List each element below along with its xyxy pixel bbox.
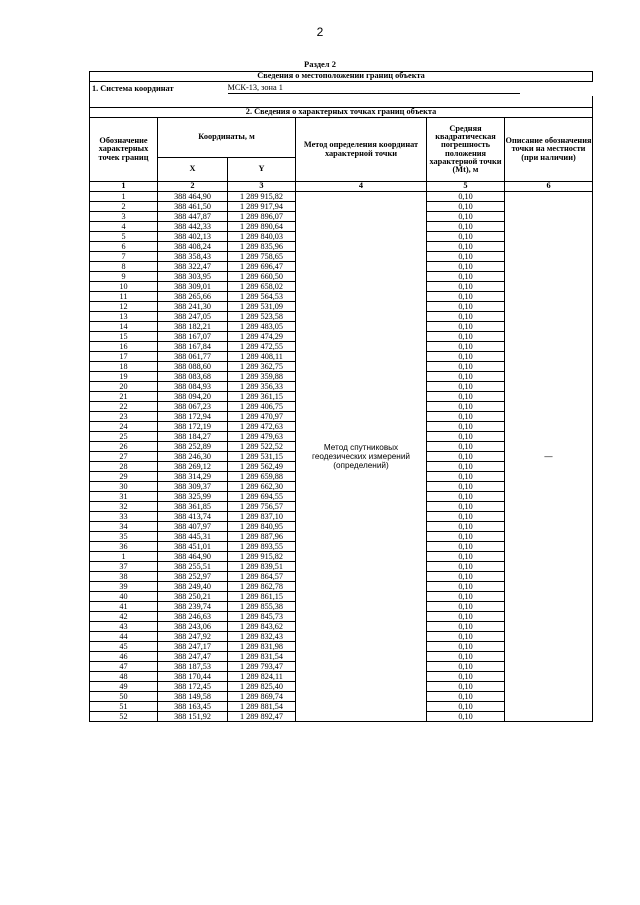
coord-y: 1 289 793,47 bbox=[228, 662, 296, 672]
coord-x: 388 172,19 bbox=[158, 422, 228, 432]
coord-x: 388 303,95 bbox=[158, 272, 228, 282]
accuracy-value: 0,10 bbox=[427, 502, 505, 512]
accuracy-value: 0,10 bbox=[427, 692, 505, 702]
accuracy-value: 0,10 bbox=[427, 422, 505, 432]
point-number: 11 bbox=[90, 292, 158, 302]
point-number: 34 bbox=[90, 522, 158, 532]
point-number: 7 bbox=[90, 252, 158, 262]
accuracy-value: 0,10 bbox=[427, 642, 505, 652]
coord-y: 1 289 862,78 bbox=[228, 582, 296, 592]
section-title: Раздел 2 bbox=[304, 59, 336, 69]
point-number: 8 bbox=[90, 262, 158, 272]
coord-x: 388 247,17 bbox=[158, 642, 228, 652]
point-number: 39 bbox=[90, 582, 158, 592]
coord-y: 1 289 659,88 bbox=[228, 472, 296, 482]
header-description: Описание обозначения точки на местности (при наличии) bbox=[505, 118, 593, 182]
point-number: 1 bbox=[90, 192, 158, 202]
coord-y: 1 289 832,43 bbox=[228, 632, 296, 642]
coord-x: 388 247,92 bbox=[158, 632, 228, 642]
accuracy-value: 0,10 bbox=[427, 402, 505, 412]
accuracy-value: 0,10 bbox=[427, 212, 505, 222]
accuracy-value: 0,10 bbox=[427, 352, 505, 362]
accuracy-value: 0,10 bbox=[427, 222, 505, 232]
coord-x: 388 243,06 bbox=[158, 622, 228, 632]
point-number: 14 bbox=[90, 322, 158, 332]
coord-y: 1 289 845,73 bbox=[228, 612, 296, 622]
coord-system-value-text: МСК-13, зона 1 bbox=[228, 84, 520, 93]
coord-y: 1 289 840,95 bbox=[228, 522, 296, 532]
coord-y: 1 289 564,53 bbox=[228, 292, 296, 302]
coord-x: 388 322,47 bbox=[158, 262, 228, 272]
point-number: 16 bbox=[90, 342, 158, 352]
coord-y: 1 289 861,15 bbox=[228, 592, 296, 602]
accuracy-value: 0,10 bbox=[427, 442, 505, 452]
point-number: 47 bbox=[90, 662, 158, 672]
point-number: 9 bbox=[90, 272, 158, 282]
accuracy-value: 0,10 bbox=[427, 662, 505, 672]
coord-x: 388 182,21 bbox=[158, 322, 228, 332]
coord-x: 388 447,87 bbox=[158, 212, 228, 222]
point-number: 20 bbox=[90, 382, 158, 392]
accuracy-value: 0,10 bbox=[427, 582, 505, 592]
accuracy-value: 0,10 bbox=[427, 532, 505, 542]
coord-x: 388 269,12 bbox=[158, 462, 228, 472]
coord-y: 1 289 359,88 bbox=[228, 372, 296, 382]
point-number: 27 bbox=[90, 452, 158, 462]
coord-system-value bbox=[228, 82, 593, 97]
page-number: 2 bbox=[316, 25, 324, 39]
col-number-3: 3 bbox=[228, 182, 296, 192]
coord-y: 1 289 837,10 bbox=[228, 512, 296, 522]
accuracy-value: 0,10 bbox=[427, 652, 505, 662]
coord-y: 1 289 890,64 bbox=[228, 222, 296, 232]
coord-x: 388 408,24 bbox=[158, 242, 228, 252]
coord-y: 1 289 562,49 bbox=[228, 462, 296, 472]
header-method: Метод определения координат характерной точки bbox=[296, 118, 427, 182]
coord-x: 388 187,53 bbox=[158, 662, 228, 672]
accuracy-value: 0,10 bbox=[427, 312, 505, 322]
coord-y: 1 289 472,63 bbox=[228, 422, 296, 432]
coord-x: 388 252,97 bbox=[158, 572, 228, 582]
coord-x: 388 094,20 bbox=[158, 392, 228, 402]
accuracy-value: 0,10 bbox=[427, 672, 505, 682]
coord-y: 1 289 472,55 bbox=[228, 342, 296, 352]
coord-y: 1 289 758,65 bbox=[228, 252, 296, 262]
coord-y: 1 289 406,75 bbox=[228, 402, 296, 412]
header-designation: Обозначение характерных точек границ bbox=[90, 118, 158, 182]
header-x: X bbox=[158, 158, 228, 182]
accuracy-value: 0,10 bbox=[427, 302, 505, 312]
coord-y: 1 289 696,47 bbox=[228, 262, 296, 272]
coord-x: 388 314,29 bbox=[158, 472, 228, 482]
coord-y: 1 289 756,57 bbox=[228, 502, 296, 512]
point-number: 24 bbox=[90, 422, 158, 432]
description-cell: — bbox=[505, 192, 593, 722]
coord-x: 388 172,45 bbox=[158, 682, 228, 692]
coord-x: 388 084,93 bbox=[158, 382, 228, 392]
col-number-1: 1 bbox=[90, 182, 158, 192]
coord-y: 1 289 915,82 bbox=[228, 552, 296, 562]
coord-y: 1 289 361,15 bbox=[228, 392, 296, 402]
coord-x: 388 464,90 bbox=[158, 192, 228, 202]
coord-y: 1 289 470,97 bbox=[228, 412, 296, 422]
coord-y: 1 289 887,96 bbox=[228, 532, 296, 542]
point-number: 44 bbox=[90, 632, 158, 642]
coord-x: 388 402,13 bbox=[158, 232, 228, 242]
accuracy-value: 0,10 bbox=[427, 622, 505, 632]
accuracy-value: 0,10 bbox=[427, 372, 505, 382]
coord-x: 388 265,66 bbox=[158, 292, 228, 302]
coord-y: 1 289 915,82 bbox=[228, 192, 296, 202]
point-number: 12 bbox=[90, 302, 158, 312]
coord-y: 1 289 835,96 bbox=[228, 242, 296, 252]
point-number: 33 bbox=[90, 512, 158, 522]
coord-y: 1 289 855,38 bbox=[228, 602, 296, 612]
point-number: 13 bbox=[90, 312, 158, 322]
accuracy-value: 0,10 bbox=[427, 432, 505, 442]
coord-x: 388 461,50 bbox=[158, 202, 228, 212]
header-accuracy: Средняя квадратическая погрешность положения характерной точки (Mt), м bbox=[427, 118, 505, 182]
accuracy-value: 0,10 bbox=[427, 522, 505, 532]
coord-x: 388 163,45 bbox=[158, 702, 228, 712]
coord-x: 388 247,47 bbox=[158, 652, 228, 662]
point-number: 37 bbox=[90, 562, 158, 572]
point-number: 21 bbox=[90, 392, 158, 402]
point-number: 51 bbox=[90, 702, 158, 712]
point-number: 26 bbox=[90, 442, 158, 452]
coord-x: 388 246,30 bbox=[158, 452, 228, 462]
coord-x: 388 184,27 bbox=[158, 432, 228, 442]
coord-x: 388 325,99 bbox=[158, 492, 228, 502]
point-number: 6 bbox=[90, 242, 158, 252]
coord-x: 388 255,51 bbox=[158, 562, 228, 572]
coord-x: 388 170,44 bbox=[158, 672, 228, 682]
point-number: 38 bbox=[90, 572, 158, 582]
accuracy-value: 0,10 bbox=[427, 282, 505, 292]
accuracy-value: 0,10 bbox=[427, 572, 505, 582]
coord-x: 388 413,74 bbox=[158, 512, 228, 522]
coord-x: 388 149,58 bbox=[158, 692, 228, 702]
coord-y: 1 289 694,55 bbox=[228, 492, 296, 502]
accuracy-value: 0,10 bbox=[427, 322, 505, 332]
col-number-4: 4 bbox=[296, 182, 427, 192]
method-cell: Метод спутниковых геодезических измерений (определений) bbox=[296, 192, 427, 722]
point-number: 19 bbox=[90, 372, 158, 382]
boundary-points-table bbox=[89, 71, 593, 722]
point-number: 18 bbox=[90, 362, 158, 372]
col-number-2: 2 bbox=[158, 182, 228, 192]
coord-x: 388 250,21 bbox=[158, 592, 228, 602]
accuracy-value: 0,10 bbox=[427, 542, 505, 552]
coord-y: 1 289 662,30 bbox=[228, 482, 296, 492]
coord-x: 388 451,01 bbox=[158, 542, 228, 552]
coord-x: 388 172,94 bbox=[158, 412, 228, 422]
coord-x: 388 083,68 bbox=[158, 372, 228, 382]
accuracy-value: 0,10 bbox=[427, 512, 505, 522]
table-title: Сведения о местоположении границ объекта bbox=[90, 72, 593, 82]
coord-y: 1 289 531,09 bbox=[228, 302, 296, 312]
point-number: 42 bbox=[90, 612, 158, 622]
accuracy-value: 0,10 bbox=[427, 602, 505, 612]
coord-y: 1 289 474,29 bbox=[228, 332, 296, 342]
coord-y: 1 289 892,47 bbox=[228, 712, 296, 722]
accuracy-value: 0,10 bbox=[427, 362, 505, 372]
coord-y: 1 289 896,07 bbox=[228, 212, 296, 222]
accuracy-value: 0,10 bbox=[427, 482, 505, 492]
point-number: 31 bbox=[90, 492, 158, 502]
point-number: 5 bbox=[90, 232, 158, 242]
accuracy-value: 0,10 bbox=[427, 712, 505, 722]
point-number: 3 bbox=[90, 212, 158, 222]
coord-y: 1 289 839,51 bbox=[228, 562, 296, 572]
point-number: 41 bbox=[90, 602, 158, 612]
accuracy-value: 0,10 bbox=[427, 702, 505, 712]
coord-x: 388 241,30 bbox=[158, 302, 228, 312]
point-number: 2 bbox=[90, 202, 158, 212]
coord-y: 1 289 881,54 bbox=[228, 702, 296, 712]
coord-x: 388 167,84 bbox=[158, 342, 228, 352]
coord-x: 388 309,01 bbox=[158, 282, 228, 292]
point-number: 32 bbox=[90, 502, 158, 512]
coord-x: 388 358,43 bbox=[158, 252, 228, 262]
coord-y: 1 289 408,11 bbox=[228, 352, 296, 362]
point-number: 35 bbox=[90, 532, 158, 542]
coord-system-label: 1. Система координат bbox=[90, 82, 228, 97]
coord-y: 1 289 658,02 bbox=[228, 282, 296, 292]
accuracy-value: 0,10 bbox=[427, 492, 505, 502]
coord-y: 1 289 843,62 bbox=[228, 622, 296, 632]
point-number: 45 bbox=[90, 642, 158, 652]
point-number: 17 bbox=[90, 352, 158, 362]
coord-x: 388 309,37 bbox=[158, 482, 228, 492]
point-number: 40 bbox=[90, 592, 158, 602]
coord-y: 1 289 831,54 bbox=[228, 652, 296, 662]
coord-y: 1 289 893,55 bbox=[228, 542, 296, 552]
point-number: 36 bbox=[90, 542, 158, 552]
point-number: 29 bbox=[90, 472, 158, 482]
accuracy-value: 0,10 bbox=[427, 612, 505, 622]
coord-x: 388 239,74 bbox=[158, 602, 228, 612]
point-number: 46 bbox=[90, 652, 158, 662]
accuracy-value: 0,10 bbox=[427, 252, 505, 262]
accuracy-value: 0,10 bbox=[427, 382, 505, 392]
accuracy-value: 0,10 bbox=[427, 332, 505, 342]
coord-y: 1 289 356,33 bbox=[228, 382, 296, 392]
accuracy-value: 0,10 bbox=[427, 412, 505, 422]
accuracy-value: 0,10 bbox=[427, 392, 505, 402]
accuracy-value: 0,10 bbox=[427, 292, 505, 302]
point-number: 25 bbox=[90, 432, 158, 442]
accuracy-value: 0,10 bbox=[427, 262, 505, 272]
point-number: 15 bbox=[90, 332, 158, 342]
coord-y: 1 289 660,50 bbox=[228, 272, 296, 282]
accuracy-value: 0,10 bbox=[427, 192, 505, 202]
coord-y: 1 289 831,98 bbox=[228, 642, 296, 652]
coord-x: 388 151,92 bbox=[158, 712, 228, 722]
coord-x: 388 061,77 bbox=[158, 352, 228, 362]
coord-x: 388 445,31 bbox=[158, 532, 228, 542]
coord-y: 1 289 825,40 bbox=[228, 682, 296, 692]
point-number: 49 bbox=[90, 682, 158, 692]
coord-x: 388 464,90 bbox=[158, 552, 228, 562]
coord-x: 388 252,89 bbox=[158, 442, 228, 452]
point-number: 28 bbox=[90, 462, 158, 472]
coord-y: 1 289 479,63 bbox=[228, 432, 296, 442]
accuracy-value: 0,10 bbox=[427, 472, 505, 482]
coord-x: 388 249,40 bbox=[158, 582, 228, 592]
coord-y: 1 289 362,75 bbox=[228, 362, 296, 372]
point-number: 43 bbox=[90, 622, 158, 632]
header-coords: Координаты, м bbox=[158, 118, 296, 158]
point-number: 50 bbox=[90, 692, 158, 702]
accuracy-value: 0,10 bbox=[427, 562, 505, 572]
coord-y: 1 289 522,52 bbox=[228, 442, 296, 452]
point-number: 30 bbox=[90, 482, 158, 492]
coord-y: 1 289 864,57 bbox=[228, 572, 296, 582]
point-number: 4 bbox=[90, 222, 158, 232]
point-number: 48 bbox=[90, 672, 158, 682]
point-number: 52 bbox=[90, 712, 158, 722]
coord-x: 388 246,63 bbox=[158, 612, 228, 622]
coord-x: 388 167,07 bbox=[158, 332, 228, 342]
coord-y: 1 289 840,03 bbox=[228, 232, 296, 242]
accuracy-value: 0,10 bbox=[427, 202, 505, 212]
accuracy-value: 0,10 bbox=[427, 632, 505, 642]
coord-y: 1 289 523,58 bbox=[228, 312, 296, 322]
blank-row bbox=[90, 96, 593, 108]
accuracy-value: 0,10 bbox=[427, 342, 505, 352]
col-number-6: 6 bbox=[505, 182, 593, 192]
accuracy-value: 0,10 bbox=[427, 272, 505, 282]
accuracy-value: 0,10 bbox=[427, 682, 505, 692]
col-number-5: 5 bbox=[427, 182, 505, 192]
coord-y: 1 289 531,15 bbox=[228, 452, 296, 462]
coord-x: 388 361,85 bbox=[158, 502, 228, 512]
coord-x: 388 247,05 bbox=[158, 312, 228, 322]
coord-x: 388 407,97 bbox=[158, 522, 228, 532]
point-number: 10 bbox=[90, 282, 158, 292]
accuracy-value: 0,10 bbox=[427, 232, 505, 242]
table-row bbox=[90, 192, 593, 202]
coord-x: 388 088,60 bbox=[158, 362, 228, 372]
coord-y: 1 289 824,11 bbox=[228, 672, 296, 682]
accuracy-value: 0,10 bbox=[427, 592, 505, 602]
coord-x: 388 442,33 bbox=[158, 222, 228, 232]
accuracy-value: 0,10 bbox=[427, 242, 505, 252]
accuracy-value: 0,10 bbox=[427, 452, 505, 462]
accuracy-value: 0,10 bbox=[427, 462, 505, 472]
point-number: 22 bbox=[90, 402, 158, 412]
coord-x: 388 067,23 bbox=[158, 402, 228, 412]
point-number: 1 bbox=[90, 552, 158, 562]
point-number: 23 bbox=[90, 412, 158, 422]
points-section-title: 2. Сведения о характерных точках границ объекта bbox=[90, 108, 593, 118]
header-y: Y bbox=[228, 158, 296, 182]
accuracy-value: 0,10 bbox=[427, 552, 505, 562]
coord-y: 1 289 917,94 bbox=[228, 202, 296, 212]
coord-y: 1 289 869,74 bbox=[228, 692, 296, 702]
coord-y: 1 289 483,05 bbox=[228, 322, 296, 332]
